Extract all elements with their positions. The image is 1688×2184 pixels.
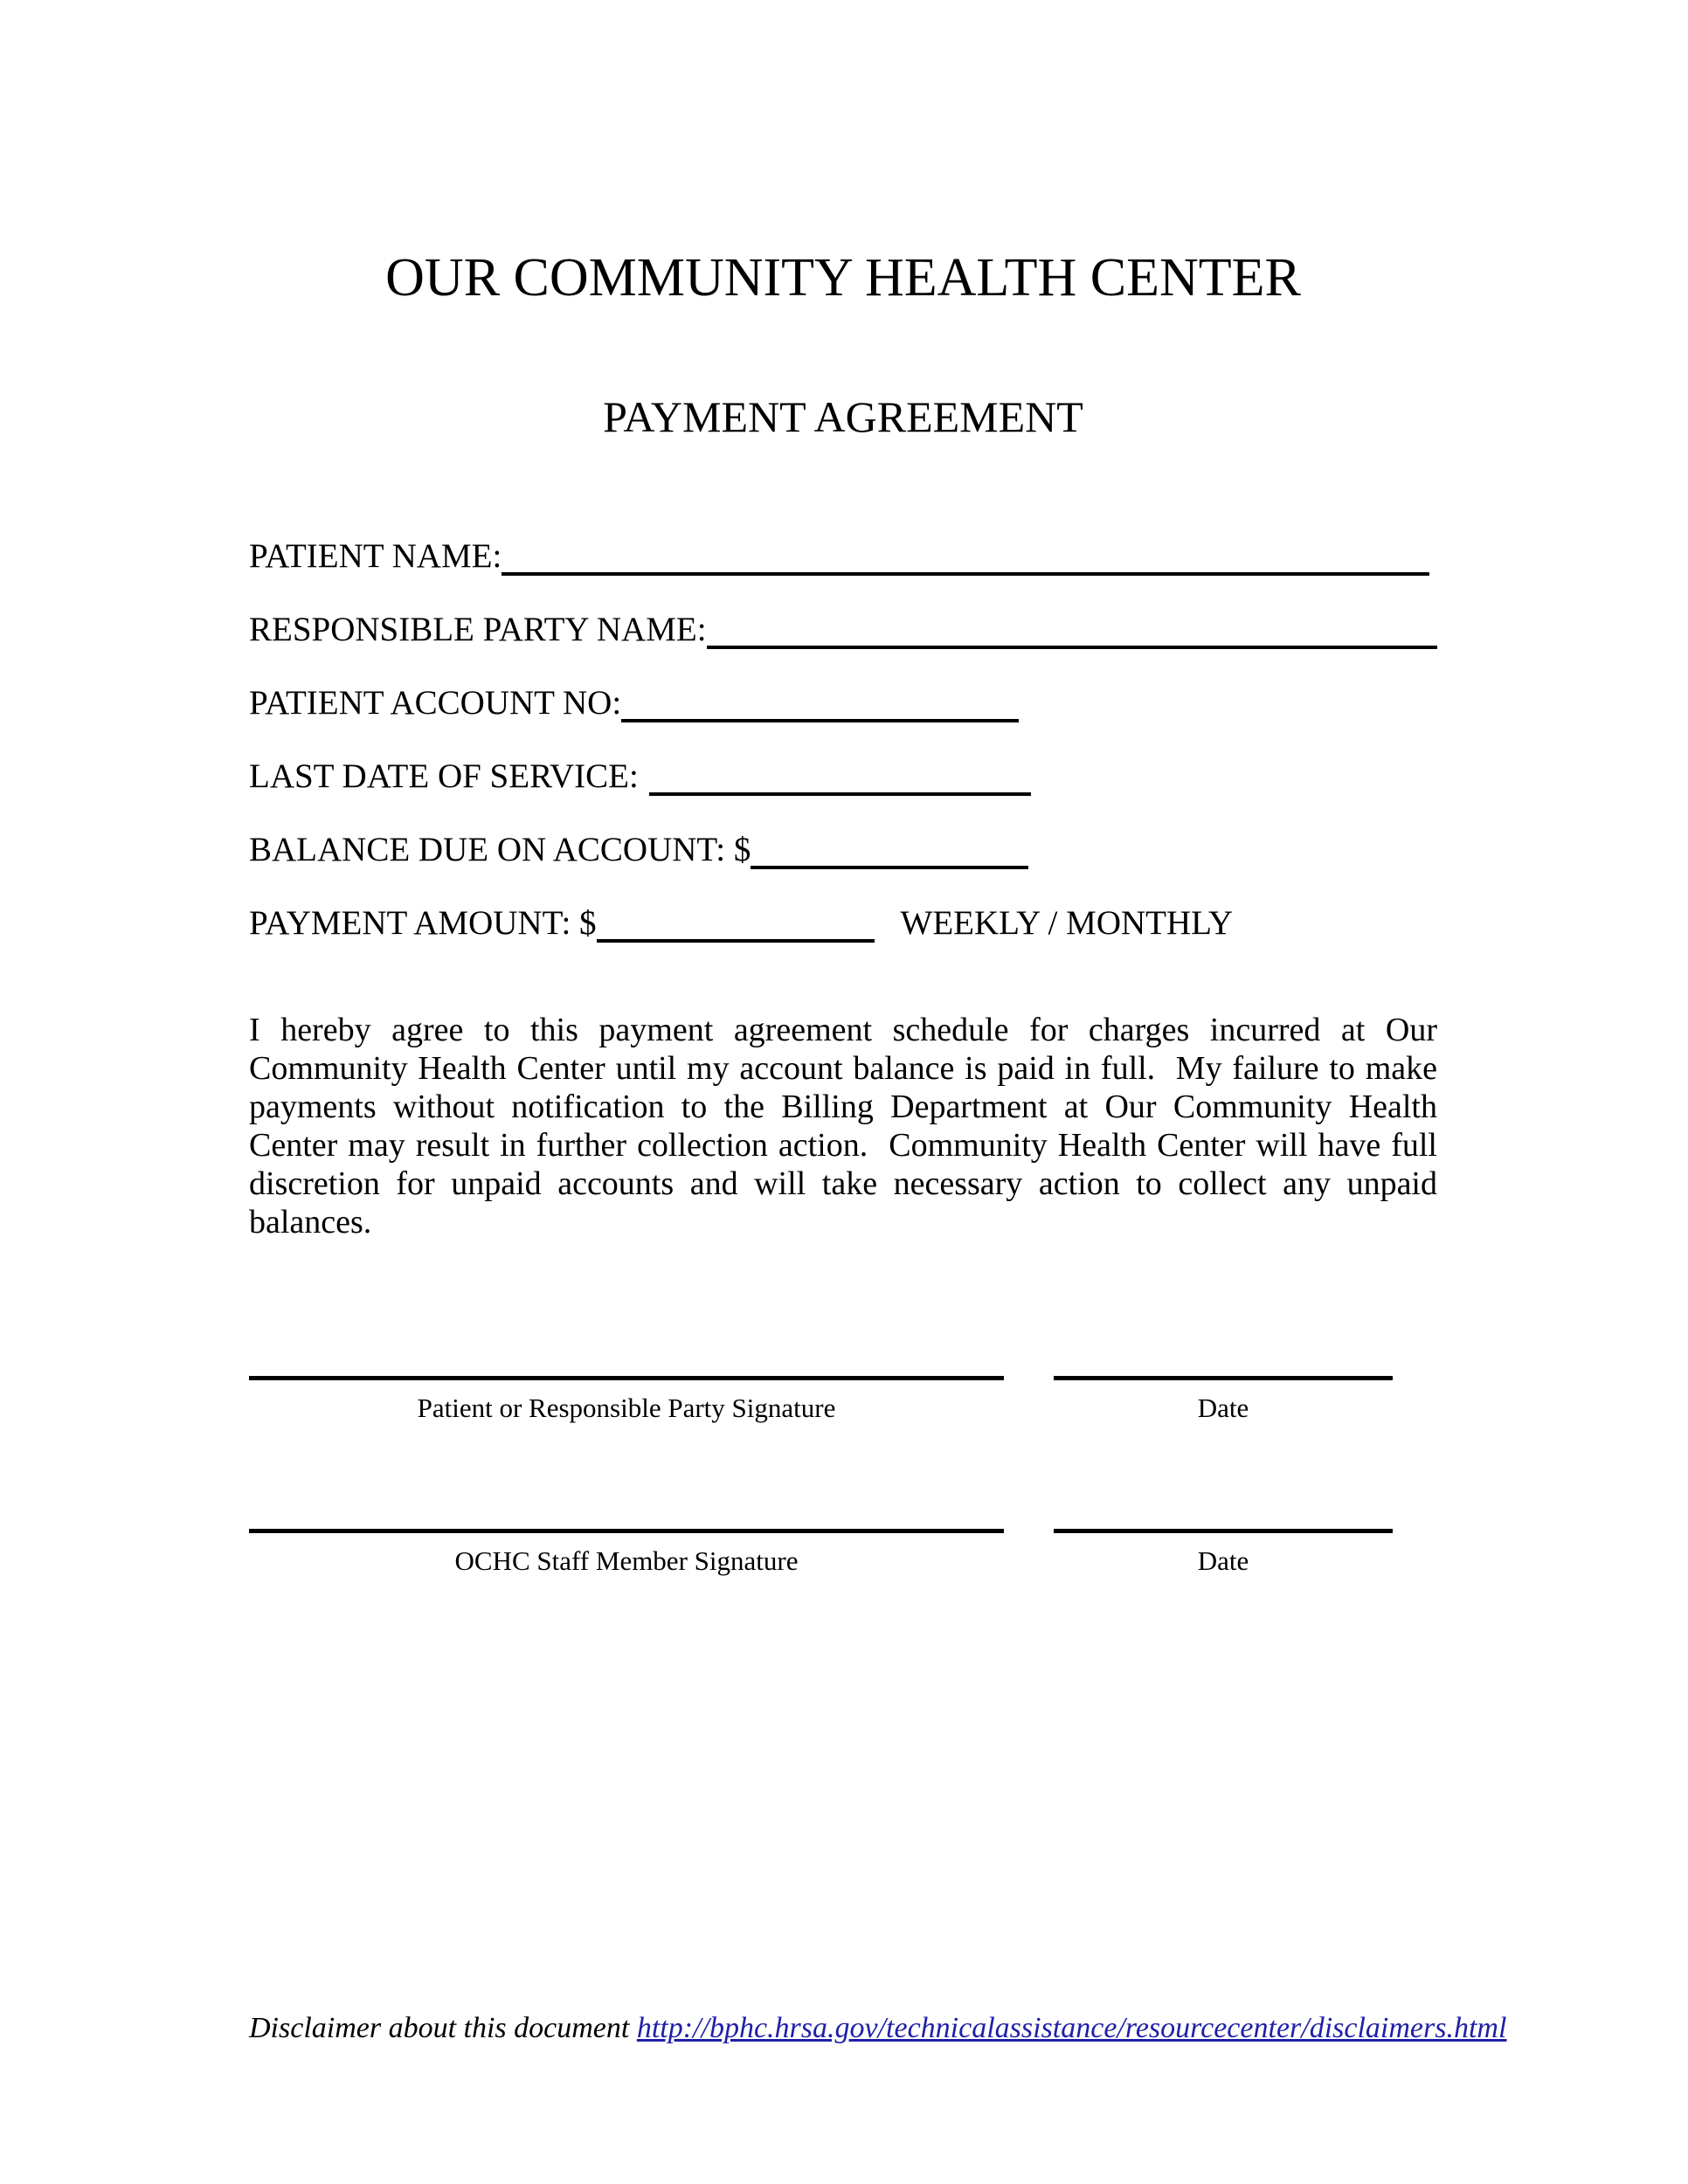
balance-due-field — [249, 831, 1437, 869]
staff-signature-block — [249, 1529, 1004, 1577]
responsible-party-name-label: RESPONSIBLE PARTY NAME: — [249, 611, 707, 648]
payment-frequency-options: WEEKLY / MONTHLY — [900, 904, 1234, 942]
patient-signature-row — [249, 1376, 1437, 1424]
staff-signature-label: OCHC Staff Member Signature — [454, 1545, 799, 1576]
disclaimer-text: Disclaimer about this document — [249, 2012, 637, 2044]
patient-account-no-label: PATIENT ACCOUNT NO: — [249, 684, 622, 722]
staff-date-block — [1054, 1529, 1393, 1577]
staff-signature-row — [249, 1529, 1437, 1577]
patient-name-blank-line — [502, 536, 1429, 576]
payment-amount-field — [249, 904, 1437, 943]
patient-account-no-blank-line — [621, 682, 1019, 722]
patient-account-no-field — [249, 684, 1437, 722]
disclaimer-link[interactable]: http://bphc.hrsa.gov/technicalassistance/resourcecenter/disclaimers.html — [636, 2012, 1507, 2044]
agreement-paragraph: I hereby agree to this payment agreement schedule for charges incurred at Our Community Health Center until my account balance is paid in full. My failure to make payments without notification to the Billing Department at Our Community Health Center may result in further collection action. Community Health Center will have full discretion for unpaid accounts and will take necessary action to collect any unpaid balances. — [249, 1012, 1437, 1241]
form-fields — [249, 537, 1437, 943]
balance-due-label: BALANCE DUE ON ACCOUNT: $ — [249, 831, 751, 868]
balance-due-blank-line — [751, 829, 1028, 869]
last-date-of-service-label: LAST DATE OF SERVICE: — [249, 757, 639, 795]
responsible-party-name-blank-line — [707, 609, 1437, 649]
signature-spacer — [1004, 1529, 1054, 1577]
patient-name-label: PATIENT NAME: — [249, 537, 502, 575]
payment-amount-label: PAYMENT AMOUNT: $ — [249, 904, 597, 942]
signature-section — [249, 1376, 1437, 1577]
responsible-party-name-field — [249, 611, 1437, 649]
document-subtitle: PAYMENT AGREEMENT — [603, 392, 1083, 441]
last-date-of-service-blank-line — [649, 756, 1031, 796]
payment-amount-blank-line — [597, 902, 875, 943]
patient-date-label: Date — [1197, 1393, 1249, 1423]
patient-name-field — [249, 537, 1437, 576]
patient-signature-block — [249, 1376, 1004, 1424]
last-date-of-service-field — [249, 757, 1437, 796]
patient-date-block — [1054, 1376, 1393, 1424]
signature-spacer — [1004, 1376, 1054, 1424]
patient-signature-label: Patient or Responsible Party Signature — [417, 1393, 836, 1423]
document-title: OUR COMMUNITY HEALTH CENTER — [385, 248, 1301, 308]
disclaimer-footer — [249, 2011, 1507, 2046]
staff-date-label: Date — [1197, 1545, 1249, 1576]
